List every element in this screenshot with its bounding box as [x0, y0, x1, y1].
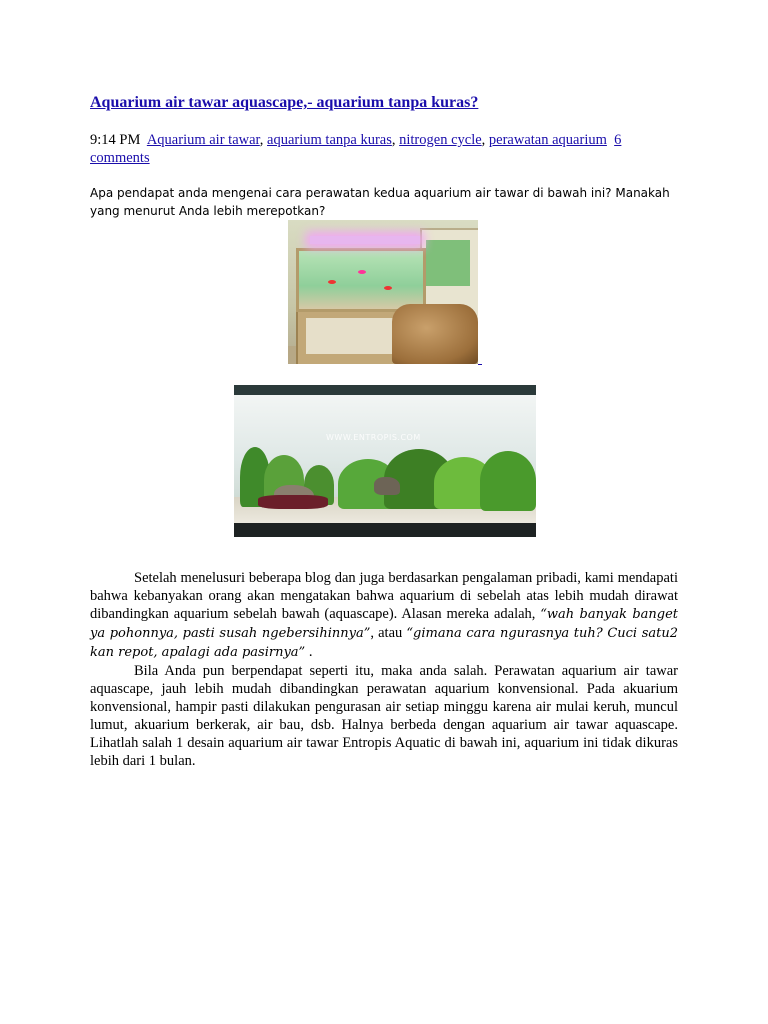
quote-1: “wah banyak banget ya pohonnya, pasti susah ngebersihinnya”	[90, 607, 678, 641]
label-link-aquarium-tanpa-kuras[interactable]: aquarium tanpa kuras	[267, 132, 392, 148]
photo-watermark: WWW.ENTROPIS.COM	[326, 433, 421, 442]
intro-text: Apa pendapat anda mengenai cara perawatan kedua aquarium air tawar di bawah ini? Manakah yang menurut Anda lebih merepotkan?	[90, 186, 670, 218]
paragraph-2: Bila Anda pun berpendapat seperti itu, maka anda salah. Perawatan aquarium air tawar aquascape, jauh lebih mudah dibandingkan perawatan aquarium konvensional. Pada akuarium konvensional, hampir pasti dilakukan pengurasan air setiap minggu karena air mulai keruh, muncul lumut, akuarium berkerak, air bau, dsb. Halnya berbeda dengan aquarium air tawar aquascape. Lihatlah salah 1 desain aquarium air tawar Entropis Aquatic di bawah ini, aquarium ini tidak dikuras lebih dari 1 bulan.	[90, 663, 678, 769]
paragraph-1-text: Setelah menelusuri beberapa blog dan juga berdasarkan pengalaman pribadi, kami mendapati bahwa kebanyakan orang akan mengatakan bahwa aquarium di sebelah atas lebih mudah dirawat dibandingkan aquarium sebelah bawah (aquascape). Alasan mereka adalah,	[90, 570, 678, 622]
paragraph-1	[90, 569, 678, 662]
label-link-perawatan-aquarium[interactable]: perawatan aquarium	[488, 132, 607, 148]
link-underline	[478, 364, 482, 365]
label-link-nitrogen-cycle[interactable]: nitrogen cycle	[399, 132, 482, 148]
aquascape-photo[interactable]	[234, 385, 536, 537]
label-link-aquarium-air-tawar[interactable]: Aquarium air tawar	[146, 132, 260, 148]
paragraph-1-mid: , atau	[370, 625, 407, 641]
quote-2: “gimana cara ngurasnya tuh? Cuci satu2 kan repot, apalagi ada pasirnya”	[90, 626, 679, 660]
conventional-aquarium-photo[interactable]	[288, 220, 478, 364]
comments-link[interactable]: 6 comments	[90, 132, 622, 166]
post-title-link[interactable]: Aquarium air tawar aquascape,- aquarium tanpa kuras?	[90, 94, 479, 111]
article-body	[90, 569, 678, 770]
paragraph-1-end: .	[305, 644, 313, 660]
post-time: 9:14 PM	[90, 132, 141, 148]
post-meta: 9:14 PM Aquarium air tawar, aquarium tanpa kuras, nitrogen cycle, perawatan aquarium 6 comments	[90, 132, 622, 166]
